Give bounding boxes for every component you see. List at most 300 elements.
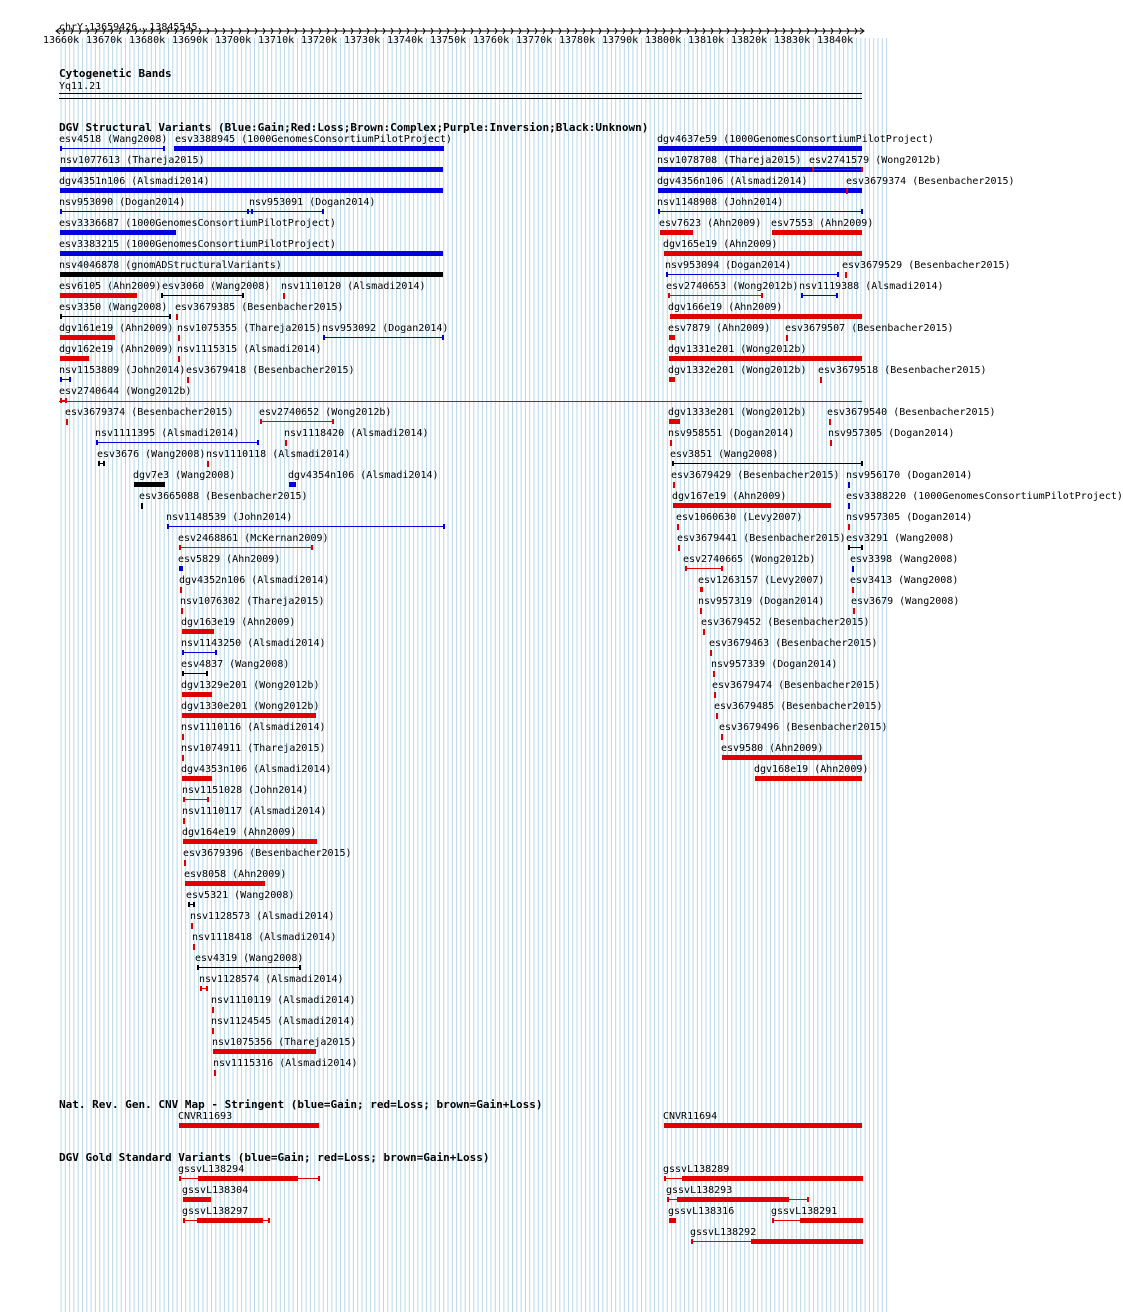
dgv-feature-label[interactable]: dgv7e3 (Wang2008) xyxy=(133,470,236,481)
dgv-feature-span[interactable] xyxy=(685,568,722,569)
dgv-feature-label[interactable]: nsv1075356 (Thareja2015) xyxy=(212,1037,357,1048)
dgv-feature-bar[interactable] xyxy=(669,335,675,340)
dgv-feature-label[interactable]: nsv1110120 (Alsmadi2014) xyxy=(281,281,426,292)
dgv-feature-span-end[interactable] xyxy=(98,461,100,466)
dgv-feature-label[interactable]: esv2740644 (Wong2012b) xyxy=(59,386,192,397)
gold-feature-span-end[interactable] xyxy=(179,1176,181,1181)
dgv-feature-label[interactable]: dgv4637e59 (1000GenomesConsortiumPilotProject) xyxy=(657,134,934,145)
dgv-feature-label[interactable]: esv3413 (Wang2008) xyxy=(850,575,959,586)
dgv-feature-label[interactable]: dgv1331e201 (Wong2012b) xyxy=(668,344,807,355)
dgv-feature-span[interactable] xyxy=(167,526,444,527)
ruler-tick-label: 13780k xyxy=(559,35,596,46)
dgv-feature-bar[interactable] xyxy=(664,251,862,256)
cnv-feature-bar[interactable] xyxy=(664,1123,862,1128)
dgv-feature-bar[interactable] xyxy=(722,755,862,760)
gold-feature-label[interactable]: gssvL138289 xyxy=(663,1164,730,1175)
dgv-feature-tick[interactable] xyxy=(187,377,189,383)
dgv-feature-tick[interactable] xyxy=(283,293,285,299)
gold-track-title: DGV Gold Standard Variants (blue=Gain; red=Loss; brown=Gain+Loss) xyxy=(59,1151,490,1164)
dgv-feature-span-end[interactable] xyxy=(666,272,668,277)
gold-feature-label[interactable]: gssvL138304 xyxy=(182,1185,249,1196)
dgv-feature-span-end[interactable] xyxy=(672,461,674,466)
dgv-feature-label[interactable]: esv3679474 (Besenbacher2015) xyxy=(712,680,881,691)
dgv-feature-span[interactable] xyxy=(182,652,216,653)
dgv-feature-bar[interactable] xyxy=(183,839,317,844)
dgv-feature-span[interactable] xyxy=(323,337,443,338)
dgv-feature-label[interactable]: esv3398 (Wang2008) xyxy=(850,554,959,565)
dgv-feature-span[interactable] xyxy=(801,295,837,296)
dgv-feature-tick[interactable] xyxy=(212,1007,214,1013)
dgv-feature-tick[interactable] xyxy=(178,335,180,341)
dgv-feature-label[interactable]: nsv1153809 (John2014) xyxy=(59,365,186,376)
ruler-tick-label: 13820k xyxy=(731,35,768,46)
dgv-feature-label[interactable]: esv1263157 (Levy2007) xyxy=(698,575,825,586)
dgv-feature-label[interactable]: esv3679396 (Besenbacher2015) xyxy=(183,848,352,859)
dgv-feature-span[interactable] xyxy=(672,463,862,464)
dgv-feature-tick[interactable] xyxy=(846,188,848,194)
dgv-feature-label[interactable]: nsv958551 (Dogan2014) xyxy=(668,428,795,439)
ruler-tick-label: 13690k xyxy=(172,35,209,46)
gold-feature-span-end[interactable] xyxy=(268,1218,270,1223)
dgv-feature-bar[interactable] xyxy=(658,146,862,151)
dgv-feature-bar[interactable] xyxy=(755,776,862,781)
dgv-feature-tick[interactable] xyxy=(176,314,178,320)
dgv-feature-span-end[interactable] xyxy=(836,293,838,298)
dgv-feature-tick[interactable] xyxy=(207,461,209,467)
dgv-feature-label[interactable]: nsv1076302 (Thareja2015) xyxy=(180,596,325,607)
dgv-feature-tick[interactable] xyxy=(180,587,182,593)
gold-feature-core[interactable] xyxy=(677,1197,789,1202)
dgv-feature-span[interactable] xyxy=(179,547,312,548)
dgv-feature-span-end[interactable] xyxy=(65,398,67,403)
dgv-feature-label[interactable]: nsv1128573 (Alsmadi2014) xyxy=(190,911,335,922)
dgv-feature-span[interactable] xyxy=(60,211,323,212)
dgv-feature-label[interactable]: esv3350 (Wang2008) xyxy=(59,302,168,313)
dgv-feature-tick[interactable] xyxy=(829,419,831,425)
dgv-feature-label[interactable]: dgv167e19 (Ahn2009) xyxy=(672,491,787,502)
dgv-feature-bar[interactable] xyxy=(182,776,212,781)
dgv-feature-label[interactable]: esv3679529 (Besenbacher2015) xyxy=(842,260,1011,271)
dgv-feature-label[interactable]: nsv1118418 (Alsmadi2014) xyxy=(192,932,337,943)
dgv-feature-span-end[interactable] xyxy=(163,146,165,151)
dgv-feature-tick[interactable] xyxy=(182,734,184,740)
dgv-feature-span-end[interactable] xyxy=(169,314,171,319)
dgv-feature-tick[interactable] xyxy=(285,440,287,446)
dgv-feature-label[interactable]: esv3679452 (Besenbacher2015) xyxy=(701,617,870,628)
dgv-feature-label[interactable]: esv3679429 (Besenbacher2015) xyxy=(671,470,840,481)
dgv-feature-tick[interactable] xyxy=(716,713,718,719)
dgv-feature-label[interactable]: dgv161e19 (Ahn2009) xyxy=(59,323,174,334)
dgv-feature-bar[interactable] xyxy=(174,146,444,151)
dgv-feature-label[interactable]: esv3679496 (Besenbacher2015) xyxy=(719,722,888,733)
gold-feature-label[interactable]: gssvL138316 xyxy=(668,1206,735,1217)
dgv-feature-span-end[interactable] xyxy=(658,209,660,214)
dgv-feature-span-end[interactable] xyxy=(167,524,169,529)
dgv-feature-span-end[interactable] xyxy=(801,293,803,298)
dgv-feature-span-end[interactable] xyxy=(721,566,723,571)
dgv-feature-label[interactable]: nsv1078708 (Thareja2015) xyxy=(657,155,802,166)
dgv-feature-label[interactable]: nsv1119388 (Alsmadi2014) xyxy=(799,281,944,292)
dgv-feature-span-end[interactable] xyxy=(200,986,202,991)
dgv-feature-label[interactable]: esv2740653 (Wong2012b) xyxy=(666,281,799,292)
dgv-feature-bar[interactable] xyxy=(213,1049,316,1054)
dgv-feature-span-end[interactable] xyxy=(179,545,181,550)
dgv-feature-tick[interactable] xyxy=(181,608,183,614)
dgv-feature-label[interactable]: nsv1128574 (Alsmadi2014) xyxy=(199,974,344,985)
dgv-feature-label[interactable]: dgv1330e201 (Wong2012b) xyxy=(181,701,320,712)
dgv-feature-label[interactable]: nsv1151028 (John2014) xyxy=(182,785,309,796)
dgv-feature-label[interactable]: nsv1110119 (Alsmadi2014) xyxy=(211,995,356,1006)
dgv-feature-bar[interactable] xyxy=(658,188,862,193)
dgv-feature-tick[interactable] xyxy=(845,272,847,278)
ruler-tick-label: 13670k xyxy=(86,35,123,46)
dgv-feature-label[interactable]: nsv1110118 (Alsmadi2014) xyxy=(206,449,351,460)
dgv-feature-span[interactable] xyxy=(60,316,170,317)
dgv-feature-tick[interactable] xyxy=(852,587,854,593)
dgv-feature-tick[interactable] xyxy=(678,545,680,551)
dgv-feature-label[interactable]: nsv1074911 (Thareja2015) xyxy=(181,743,326,754)
dgv-feature-span-end[interactable] xyxy=(848,545,850,550)
dgv-feature-tick[interactable] xyxy=(183,818,185,824)
dgv-feature-bar[interactable] xyxy=(182,713,316,718)
dgv-feature-span-end[interactable] xyxy=(207,797,209,802)
dgv-feature-span-end[interactable] xyxy=(322,209,324,214)
ruler-tick-label: 13730k xyxy=(344,35,381,46)
dgv-feature-label[interactable]: esv3291 (Wang2008) xyxy=(846,533,955,544)
dgv-feature-bar[interactable] xyxy=(673,503,831,508)
dgv-feature-span-end[interactable] xyxy=(69,377,71,382)
dgv-feature-span[interactable] xyxy=(182,673,207,674)
dgv-feature-tick[interactable] xyxy=(830,440,832,446)
dgv-feature-label[interactable]: nsv957305 (Dogan2014) xyxy=(828,428,955,439)
gold-feature-label[interactable]: gssvL138292 xyxy=(690,1227,757,1238)
dgv-feature-label[interactable]: nsv1143250 (Alsmadi2014) xyxy=(181,638,326,649)
dgv-feature-span-end[interactable] xyxy=(861,167,863,172)
dgv-feature-label[interactable]: esv3679374 (Besenbacher2015) xyxy=(846,176,1015,187)
position-label: chrY:13659426..13845545 xyxy=(59,22,198,33)
gold-feature-span-end[interactable] xyxy=(318,1176,320,1181)
dgv-feature-bar[interactable] xyxy=(60,272,443,277)
dgv-feature-label[interactable]: nsv957319 (Dogan2014) xyxy=(698,596,825,607)
dgv-feature-label[interactable]: nsv1148908 (John2014) xyxy=(657,197,784,208)
gold-feature-label[interactable]: gssvL138294 xyxy=(178,1164,245,1175)
dgv-feature-label[interactable]: nsv1077613 (Thareja2015) xyxy=(60,155,205,166)
dgv-feature-tick[interactable] xyxy=(214,1070,216,1076)
dgv-feature-bar[interactable] xyxy=(669,356,862,361)
dgv-feature-tick[interactable] xyxy=(714,692,716,698)
dgv-feature-tick[interactable] xyxy=(670,440,672,446)
cnv-feature-bar[interactable] xyxy=(179,1123,319,1128)
dgv-feature-span-end[interactable] xyxy=(837,272,839,277)
ruler-tick-label: 13760k xyxy=(473,35,510,46)
dgv-feature-span[interactable] xyxy=(666,274,838,275)
dgv-feature-span[interactable] xyxy=(183,799,208,800)
dgv-feature-bar[interactable] xyxy=(660,230,693,235)
dgv-feature-tick[interactable] xyxy=(710,650,712,656)
gold-feature-span-end[interactable] xyxy=(772,1218,774,1223)
dgv-feature-span[interactable] xyxy=(197,967,300,968)
dgv-feature-span-end[interactable] xyxy=(60,314,62,319)
gold-feature-span-end[interactable] xyxy=(183,1218,185,1223)
gold-feature-label[interactable]: gssvL138293 xyxy=(666,1185,733,1196)
dgv-feature-label[interactable]: esv3665088 (Besenbacher2015) xyxy=(139,491,308,502)
dgv-feature-label[interactable]: esv3679518 (Besenbacher2015) xyxy=(818,365,987,376)
dgv-feature-label[interactable]: dgv165e19 (Ahn2009) xyxy=(663,239,778,250)
dgv-feature-span-end[interactable] xyxy=(257,440,259,445)
dgv-feature-span-end[interactable] xyxy=(443,524,445,529)
dgv-feature-label[interactable]: esv3388220 (1000GenomesConsortiumPilotProject) xyxy=(846,491,1123,502)
dgv-feature-label[interactable]: esv8058 (Ahn2009) xyxy=(184,869,287,880)
dgv-feature-tick[interactable] xyxy=(703,629,705,635)
dgv-feature-label[interactable]: esv3679385 (Besenbacher2015) xyxy=(175,302,344,313)
dgv-feature-span[interactable] xyxy=(658,211,862,212)
dgv-feature-span[interactable] xyxy=(668,295,762,296)
dgv-feature-label[interactable]: nsv953094 (Dogan2014) xyxy=(665,260,792,271)
dgv-feature-label[interactable]: nsv1115316 (Alsmadi2014) xyxy=(213,1058,358,1069)
gold-feature-span-end[interactable] xyxy=(667,1197,669,1202)
dgv-feature-span-end[interactable] xyxy=(761,293,763,298)
dgv-feature-span-end[interactable] xyxy=(861,545,863,550)
dgv-feature-bar[interactable] xyxy=(60,293,137,298)
dgv-feature-label[interactable]: dgv168e19 (Ahn2009) xyxy=(754,764,869,775)
dgv-feature-tick[interactable] xyxy=(820,377,822,383)
ruler-arrow-line xyxy=(55,27,865,35)
dgv-feature-bar[interactable] xyxy=(670,314,862,319)
dgv-feature-span-end[interactable] xyxy=(206,671,208,676)
dgv-feature-tick[interactable] xyxy=(66,419,68,425)
dgv-feature-label[interactable]: nsv1075355 (Thareja2015) xyxy=(177,323,322,334)
dgv-feature-label[interactable]: dgv164e19 (Ahn2009) xyxy=(182,827,297,838)
dgv-feature-span-end[interactable] xyxy=(442,335,444,340)
dgv-feature-label[interactable]: nsv1124545 (Alsmadi2014) xyxy=(211,1016,356,1027)
dgv-feature-label[interactable]: esv1060630 (Levy2007) xyxy=(676,512,803,523)
ruler-tick-label: 13740k xyxy=(387,35,424,46)
dgv-feature-bar[interactable] xyxy=(60,251,443,256)
dgv-feature-tick[interactable] xyxy=(852,566,854,572)
dgv-feature-span[interactable] xyxy=(60,148,164,149)
dgv-feature-label[interactable]: esv3676 (Wang2008) xyxy=(97,449,206,460)
dgv-feature-label[interactable]: esv3388945 (1000GenomesConsortiumPilotProject) xyxy=(175,134,452,145)
dgv-feature-label[interactable]: esv4319 (Wang2008) xyxy=(195,953,304,964)
dgv-feature-span-end[interactable] xyxy=(247,209,249,214)
dgv-feature-label[interactable]: nsv1110116 (Alsmadi2014) xyxy=(181,722,326,733)
dgv-feature-label[interactable]: esv4518 (Wang2008) xyxy=(59,134,168,145)
dgv-feature-label[interactable]: esv3336687 (1000GenomesConsortiumPilotProject) xyxy=(59,218,336,229)
cytoband-label[interactable]: Yq11.21 xyxy=(59,81,102,92)
dgv-feature-label[interactable]: dgv4351n106 (Alsmadi2014) xyxy=(59,176,210,187)
dgv-feature-span-end[interactable] xyxy=(60,146,62,151)
ruler-tick-label: 13720k xyxy=(301,35,338,46)
dgv-feature-span-end[interactable] xyxy=(215,650,217,655)
dgv-feature-label[interactable]: nsv957339 (Dogan2014) xyxy=(711,659,838,670)
dgv-feature-span-end[interactable] xyxy=(60,209,62,214)
ruler-tick-label: 13770k xyxy=(516,35,553,46)
dgv-feature-label[interactable]: nsv1111395 (Alsmadi2014) xyxy=(95,428,240,439)
dgv-feature-label[interactable]: esv3679418 (Besenbacher2015) xyxy=(186,365,355,376)
dgv-feature-label[interactable]: esv9580 (Ahn2009) xyxy=(721,743,824,754)
dgv-feature-label[interactable]: nsv953091 (Dogan2014) xyxy=(249,197,376,208)
dgv-feature-label[interactable]: dgv4354n106 (Alsmadi2014) xyxy=(288,470,439,481)
cnv-track-title: Nat. Rev. Gen. CNV Map - Stringent (blue=Gain; red=Loss; brown=Gain+Loss) xyxy=(59,1098,543,1111)
dgv-feature-bar[interactable] xyxy=(60,167,443,172)
dgv-feature-span-end[interactable] xyxy=(685,566,687,571)
ruler-tick-label: 13710k xyxy=(258,35,295,46)
dgv-feature-span[interactable] xyxy=(96,442,258,443)
dgv-feature-label[interactable]: esv4837 (Wang2008) xyxy=(181,659,290,670)
dgv-feature-bar[interactable] xyxy=(772,230,862,235)
gold-feature-label[interactable]: gssvL138297 xyxy=(182,1206,249,1217)
dgv-feature-span-end[interactable] xyxy=(299,965,301,970)
dgv-feature-label[interactable]: dgv4353n106 (Alsmadi2014) xyxy=(181,764,332,775)
dgv-feature-span-end[interactable] xyxy=(206,986,208,991)
dgv-feature-tick[interactable] xyxy=(786,335,788,341)
dgv-feature-tick[interactable] xyxy=(212,1028,214,1034)
dgv-feature-tick[interactable] xyxy=(848,482,850,488)
gold-feature-core[interactable] xyxy=(197,1218,263,1223)
dgv-feature-label[interactable]: esv3679485 (Besenbacher2015) xyxy=(714,701,883,712)
dgv-feature-span[interactable] xyxy=(812,169,862,170)
dgv-feature-span-end[interactable] xyxy=(161,293,163,298)
dgv-feature-span-end[interactable] xyxy=(183,797,185,802)
dgv-feature-label[interactable]: dgv1333e201 (Wong2012b) xyxy=(668,407,807,418)
ruler-tick-label: 13830k xyxy=(774,35,811,46)
dgv-feature-label[interactable]: nsv1115315 (Alsmadi2014) xyxy=(177,344,322,355)
dgv-feature-label[interactable]: nsv956170 (Dogan2014) xyxy=(846,470,973,481)
dgv-feature-label[interactable]: dgv1332e201 (Wong2012b) xyxy=(668,365,807,376)
dgv-feature-tick[interactable] xyxy=(178,356,180,362)
dgv-feature-label[interactable]: nsv953092 (Dogan2014) xyxy=(322,323,449,334)
dgv-feature-label[interactable]: esv5829 (Ahn2009) xyxy=(178,554,281,565)
dgv-feature-tick[interactable] xyxy=(721,734,723,740)
dgv-feature-label[interactable]: esv3679463 (Besenbacher2015) xyxy=(709,638,878,649)
dgv-feature-label[interactable]: dgv4352n106 (Alsmadi2014) xyxy=(179,575,330,586)
gold-feature-span-end[interactable] xyxy=(807,1197,809,1202)
dgv-feature-label[interactable]: esv3383215 (1000GenomesConsortiumPilotProject) xyxy=(59,239,336,250)
dgv-feature-span-end[interactable] xyxy=(323,335,325,340)
dgv-feature-label[interactable]: esv3060 (Wang2008) xyxy=(162,281,271,292)
dgv-feature-span-end[interactable] xyxy=(812,167,814,172)
dgv-feature-tick[interactable] xyxy=(848,503,850,509)
dgv-feature-label[interactable]: esv3679507 (Besenbacher2015) xyxy=(785,323,954,334)
dgv-feature-span-end[interactable] xyxy=(260,419,262,424)
gold-feature-label[interactable]: gssvL138291 xyxy=(771,1206,838,1217)
dgv-feature-bar[interactable] xyxy=(669,377,675,382)
dgv-feature-label[interactable]: dgv163e19 (Ahn2009) xyxy=(181,617,296,628)
dgv-feature-span-end[interactable] xyxy=(60,398,62,403)
cnv-feature-label[interactable]: CNVR11693 xyxy=(178,1111,233,1122)
dgv-feature-tick[interactable] xyxy=(184,860,186,866)
gold-feature-bar[interactable] xyxy=(183,1197,211,1202)
gold-feature-core[interactable] xyxy=(751,1239,862,1244)
dgv-feature-bar[interactable] xyxy=(60,230,176,235)
dgv-feature-label[interactable]: dgv166e19 (Ahn2009) xyxy=(668,302,783,313)
dgv-feature-label[interactable]: esv5321 (Wang2008) xyxy=(186,890,295,901)
dgv-feature-label[interactable]: nsv1118420 (Alsmadi2014) xyxy=(284,428,429,439)
dgv-feature-label[interactable]: dgv162e19 (Ahn2009) xyxy=(59,344,174,355)
dgv-feature-span[interactable] xyxy=(848,547,862,548)
dgv-feature-bar[interactable] xyxy=(134,482,165,487)
cnv-feature-label[interactable]: CNVR11694 xyxy=(663,1111,718,1122)
dgv-feature-span-end[interactable] xyxy=(332,419,334,424)
dgv-feature-span-end[interactable] xyxy=(188,902,190,907)
dgv-feature-label[interactable]: esv2741579 (Wong2012b) xyxy=(809,155,942,166)
dgv-feature-label[interactable]: dgv4356n106 (Alsmadi2014) xyxy=(657,176,808,187)
dgv-feature-label[interactable]: esv3679441 (Besenbacher2015) xyxy=(677,533,846,544)
dgv-feature-label[interactable]: esv3679540 (Besenbacher2015) xyxy=(827,407,996,418)
dgv-feature-span[interactable] xyxy=(260,421,333,422)
dgv-feature-tick[interactable] xyxy=(713,671,715,677)
dgv-feature-label[interactable]: esv7623 (Ahn2009) xyxy=(659,218,762,229)
dgv-feature-bar[interactable] xyxy=(700,587,703,592)
dgv-feature-label[interactable]: esv3679374 (Besenbacher2015) xyxy=(65,407,234,418)
dgv-feature-label[interactable]: esv2740665 (Wong2012b) xyxy=(683,554,816,565)
dgv-feature-bar[interactable] xyxy=(60,356,89,361)
dgv-feature-label[interactable]: esv2740652 (Wong2012b) xyxy=(259,407,392,418)
dgv-feature-label[interactable]: esv7879 (Ahn2009) xyxy=(668,323,771,334)
dgv-feature-span-end[interactable] xyxy=(103,461,105,466)
dgv-feature-tick[interactable] xyxy=(848,524,850,530)
dgv-feature-label[interactable]: nsv4046878 (gnomADStructuralVariants) xyxy=(59,260,282,271)
dgv-feature-span-end[interactable] xyxy=(242,293,244,298)
dgv-feature-label[interactable]: nsv957305 (Dogan2014) xyxy=(846,512,973,523)
gold-feature-bar[interactable] xyxy=(669,1218,676,1223)
dgv-feature-bar[interactable] xyxy=(669,419,680,424)
dgv-feature-bar[interactable] xyxy=(182,692,212,697)
dgv-feature-tick[interactable] xyxy=(182,755,184,761)
dgv-feature-bar[interactable] xyxy=(182,629,214,634)
dgv-feature-tick[interactable] xyxy=(677,524,679,530)
dgv-feature-span-end[interactable] xyxy=(668,293,670,298)
dgv-feature-span-end[interactable] xyxy=(193,902,195,907)
dgv-feature-span-end[interactable] xyxy=(311,545,313,550)
dgv-feature-tick[interactable] xyxy=(853,608,855,614)
dgv-feature-bar[interactable] xyxy=(185,881,265,886)
dgv-feature-tick[interactable] xyxy=(191,923,193,929)
dgv-feature-span[interactable] xyxy=(161,295,243,296)
dgv-feature-span-end[interactable] xyxy=(96,440,98,445)
gold-feature-span-end[interactable] xyxy=(691,1239,693,1244)
dgv-feature-label[interactable]: nsv1110117 (Alsmadi2014) xyxy=(182,806,327,817)
dgv-feature-label[interactable]: esv2468861 (McKernan2009) xyxy=(178,533,329,544)
dgv-feature-span-end[interactable] xyxy=(197,965,199,970)
dgv-feature-tick[interactable] xyxy=(700,608,702,614)
dgv-feature-span-end[interactable] xyxy=(251,209,253,214)
dgv-feature-label[interactable]: nsv1148539 (John2014) xyxy=(166,512,293,523)
dgv-feature-span-end[interactable] xyxy=(861,209,863,214)
dgv-feature-label[interactable]: nsv953090 (Dogan2014) xyxy=(59,197,186,208)
dgv-feature-label[interactable]: esv6105 (Ahn2009) xyxy=(59,281,162,292)
gold-feature-span-end[interactable] xyxy=(664,1176,666,1181)
dgv-feature-bar[interactable] xyxy=(60,188,443,193)
dgv-feature-span-end[interactable] xyxy=(861,461,863,466)
dgv-feature-tick[interactable] xyxy=(141,503,143,509)
dgv-feature-label[interactable]: esv7553 (Ahn2009) xyxy=(771,218,874,229)
gold-feature-core[interactable] xyxy=(800,1218,862,1223)
dgv-feature-tick[interactable] xyxy=(193,944,195,950)
dgv-feature-span-end[interactable] xyxy=(182,671,184,676)
dgv-feature-bar[interactable] xyxy=(289,482,296,487)
dgv-feature-bar[interactable] xyxy=(60,335,115,340)
dgv-feature-label[interactable]: dgv1329e201 (Wong2012b) xyxy=(181,680,320,691)
dgv-feature-label[interactable]: esv3679 (Wang2008) xyxy=(851,596,960,607)
dgv-feature-label[interactable]: esv3851 (Wang2008) xyxy=(670,449,779,460)
dgv-feature-tick[interactable] xyxy=(673,482,675,488)
dgv-feature-span-end[interactable] xyxy=(60,377,62,382)
dgv-feature-bar[interactable] xyxy=(179,566,183,571)
gold-feature-core[interactable] xyxy=(682,1176,862,1181)
gold-feature-core[interactable] xyxy=(198,1176,298,1181)
dgv-feature-span-end[interactable] xyxy=(182,650,184,655)
